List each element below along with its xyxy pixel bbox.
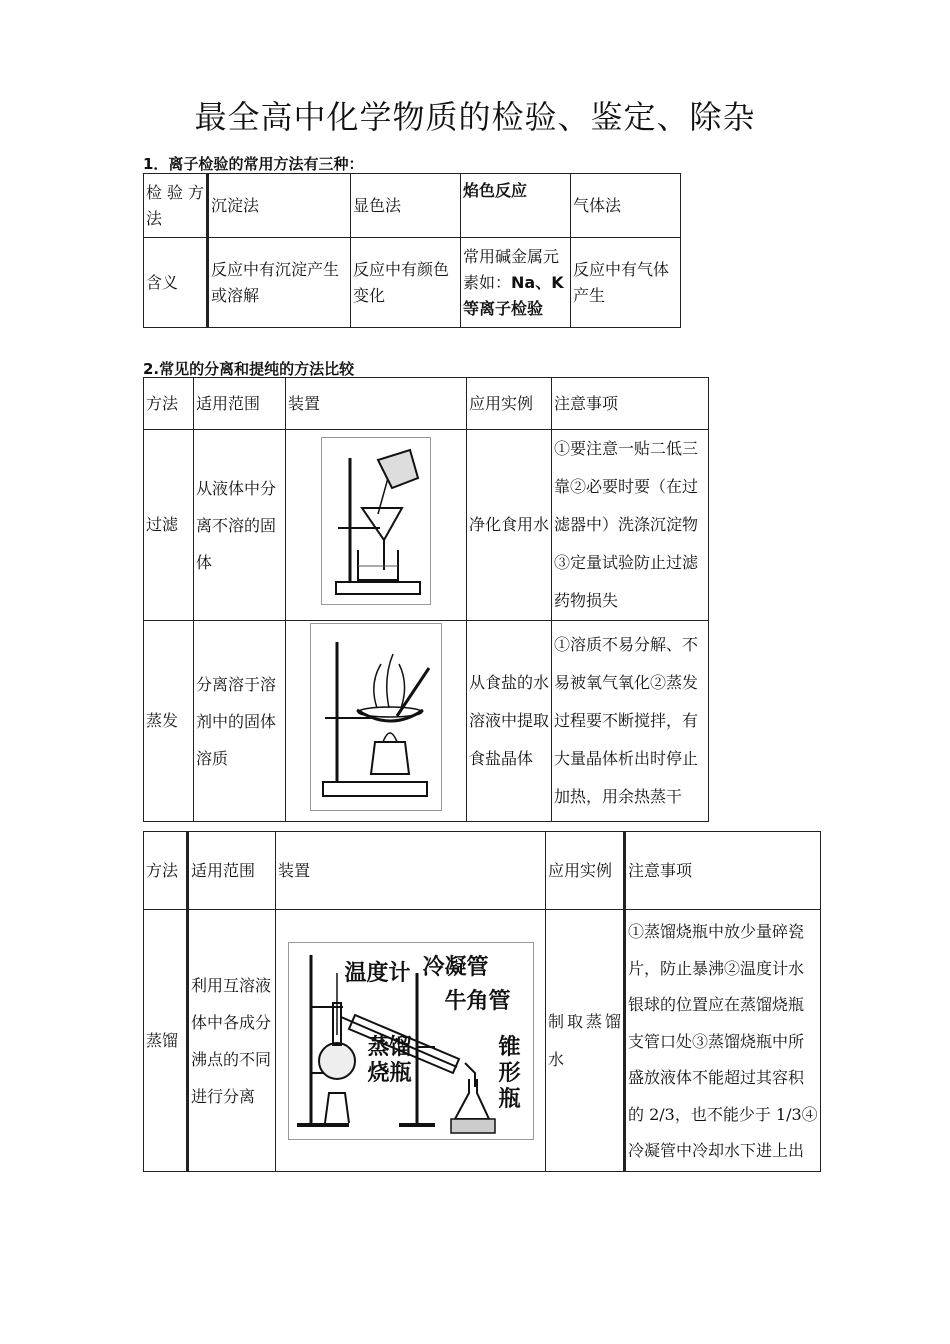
label-flask: 蒸馏烧瓶	[367, 1034, 412, 1086]
method-gas: 气体法	[571, 174, 681, 238]
label-conical: 锥形瓶	[498, 1034, 521, 1112]
label-condenser: 冷凝管	[422, 954, 489, 980]
header-notes: 注意事项	[552, 378, 709, 430]
filtration-apparatus-icon	[321, 437, 431, 605]
distillation-method: 蒸馏	[144, 910, 188, 1172]
header-apparatus: 装置	[286, 378, 467, 430]
section2-heading: 2.常见的分离和提纯的方法比较	[143, 360, 355, 378]
filtration-apparatus	[286, 430, 467, 621]
row-header-meaning: 含义	[144, 238, 208, 328]
evaporation-method: 蒸发	[144, 621, 194, 822]
evaporation-example: 从食盐的水溶液中提取食盐晶体	[467, 621, 552, 822]
filtration-method: 过滤	[144, 430, 194, 621]
header-method: 方法	[144, 378, 194, 430]
header2-method: 方法	[144, 832, 188, 910]
header2-scope: 适用范围	[188, 832, 276, 910]
label-adapter: 牛角管	[444, 988, 511, 1014]
evaporation-apparatus	[286, 621, 467, 822]
method-flame: 焰色反应	[461, 174, 571, 238]
method-color: 显色法	[351, 174, 461, 238]
label-thermometer: 温度计	[344, 960, 411, 986]
distillation-apparatus-figure	[288, 942, 534, 1140]
meaning-gas: 反应中有气体产生	[571, 238, 681, 328]
ion-test-table	[143, 173, 681, 328]
meaning-precipitate: 反应中有沉淀产生或溶解	[208, 238, 351, 328]
filtration-example: 净化食用水	[467, 430, 552, 621]
evaporation-notes: ①溶质不易分解、不易被氧气氧化②蒸发过程要不断搅拌，有大量晶体析出时停止加热，用余热蒸干	[552, 621, 709, 822]
evaporation-scope: 分离溶于溶剂中的固体溶质	[194, 621, 286, 822]
header-scope: 适用范围	[194, 378, 286, 430]
header-example: 应用实例	[467, 378, 552, 430]
page-title: 最全高中化学物质的检验、鉴定、除杂	[194, 98, 756, 136]
filtration-scope: 从液体中分离不溶的固体	[194, 430, 286, 621]
distillation-notes: ①蒸馏烧瓶中放少量碎瓷片，防止暴沸②温度计水银球的位置应在蒸馏烧瓶支管口处③蒸馏烧瓶中所盛放液体不能超过其容积的 2/3，也不能少于 1/3④冷凝管中冷却水下进上出	[625, 910, 821, 1172]
distillation-example: 制取蒸馏水	[546, 910, 625, 1172]
row-header-method: 检验方法	[144, 174, 208, 238]
meaning-flame-plain: 常用碱金属元素如：	[463, 246, 560, 292]
meaning-flame-ions: Na、K	[511, 272, 564, 292]
evaporation-apparatus-icon	[310, 623, 442, 811]
meaning-color: 反应中有颜色变化	[351, 238, 461, 328]
separation-table-2	[143, 831, 821, 1172]
distillation-scope: 利用互溶液体中各成分沸点的不同进行分离	[188, 910, 276, 1172]
header2-notes: 注意事项	[625, 832, 821, 910]
meaning-flame-tail: 等离子检验	[463, 298, 544, 318]
meaning-flame	[461, 238, 571, 328]
header2-example: 应用实例	[546, 832, 625, 910]
header2-apparatus: 装置	[276, 832, 546, 910]
section1-heading: 1．离子检验的常用方法有三种：	[143, 155, 364, 173]
filtration-notes: ①要注意一贴二低三靠②必要时要（在过滤器中）洗涤沉淀物③定量试验防止过滤药物损失	[552, 430, 709, 621]
method-precipitate: 沉淀法	[208, 174, 351, 238]
distillation-apparatus	[276, 910, 546, 1172]
separation-table-1	[143, 377, 709, 822]
